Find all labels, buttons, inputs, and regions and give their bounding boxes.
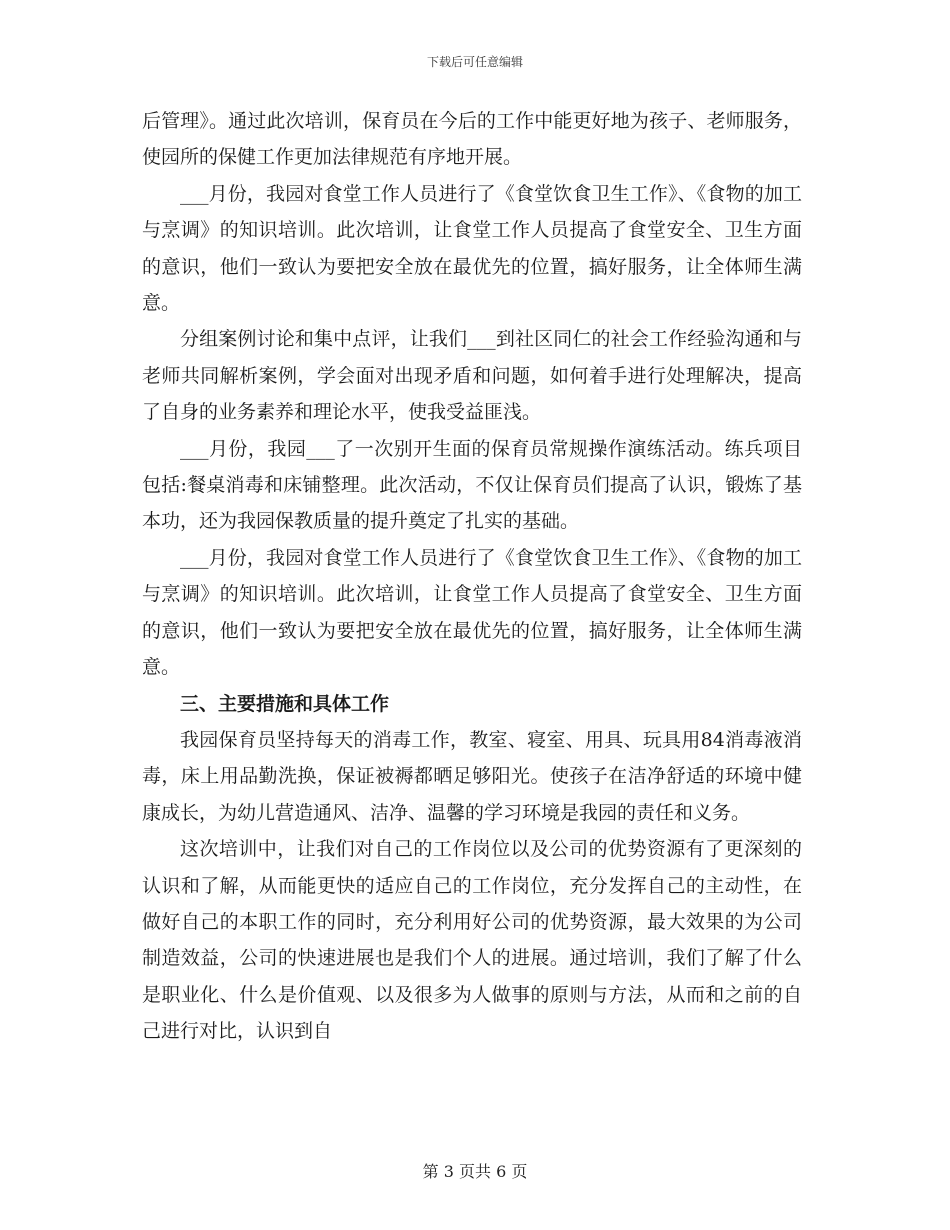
page-header: 下载后可任意编辑	[426, 55, 523, 69]
paragraph-disinfection: 我园保育员坚持每天的消毒工作，教室、寝室、用具、玩具用84消毒液消毒，床上用品勤洗换，保证被褥都晒足够阳光。使孩子在洁净舒适的环境中健康成长，为幼儿营造通风、洁净、温馨的学习环境是我园的责任和义务。	[142, 728, 802, 824]
paragraph-canteen-training-repeat: ___月份，我园对食堂工作人员进行了《食堂饮食卫生工作》、《食物的加工与烹调》的知识培训。此次培训，让食堂工作人员提高了食堂安全、卫生方面的意识，他们一致认为要把安全放在最优先的位置，搞好服务，让全体师生满意。	[142, 546, 802, 679]
paragraph-case-discussion: 分组案例讨论和集中点评，让我们___到社区同仁的社会工作经验沟通和与老师共同解析案例，学会面对出现矛盾和问题，如何着手进行处理解决，提高了自身的业务素养和理论水平，使我受益匪浅。	[142, 328, 802, 424]
paragraph-drill-activity: ___月份，我园___了一次别开生面的保育员常规操作演练活动。练兵项目包括:餐桌消毒和床铺整理。此次活动，不仅让保育员们提高了认识，锻炼了基本功，还为我园保教质量的提升奠定了扎实的基础。	[142, 437, 802, 533]
paragraph-canteen-training: ___月份，我园对食堂工作人员进行了《食堂饮食卫生工作》、《食物的加工与烹调》的知识培训。此次培训，让食堂工作人员提高了食堂安全、卫生方面的意识，他们一致认为要把安全放在最优先的位置，搞好服务，让全体师生满意。	[142, 182, 802, 315]
page-number: 第 3 页共 6 页	[422, 1162, 528, 1181]
section-heading: 三、主要措施和具体工作	[180, 692, 390, 715]
paragraph-continuation: 后管理》。通过此次培训，保育员在今后的工作中能更好地为孩子、老师服务，使园所的保健工作更加法律规范有序地开展。	[142, 110, 802, 169]
paragraph-training-reflection: 这次培训中，让我们对自己的工作岗位以及公司的优势资源有了更深刻的认识和了解，从而能更快的适应自己的工作岗位，充分发挥自己的主动性，在做好自己的本职工作的同时，充分利用好公司的优势资源，最大效果的为公司制造效益，公司的快速进展也是我们个人的进展。通过培训，我们了解了什么是职业化、什么是价值观、以及很多为人做事的原则与方法，从而和之前的自己进行对比，认识到自	[142, 838, 802, 1043]
document-body	[142, 103, 802, 1050]
